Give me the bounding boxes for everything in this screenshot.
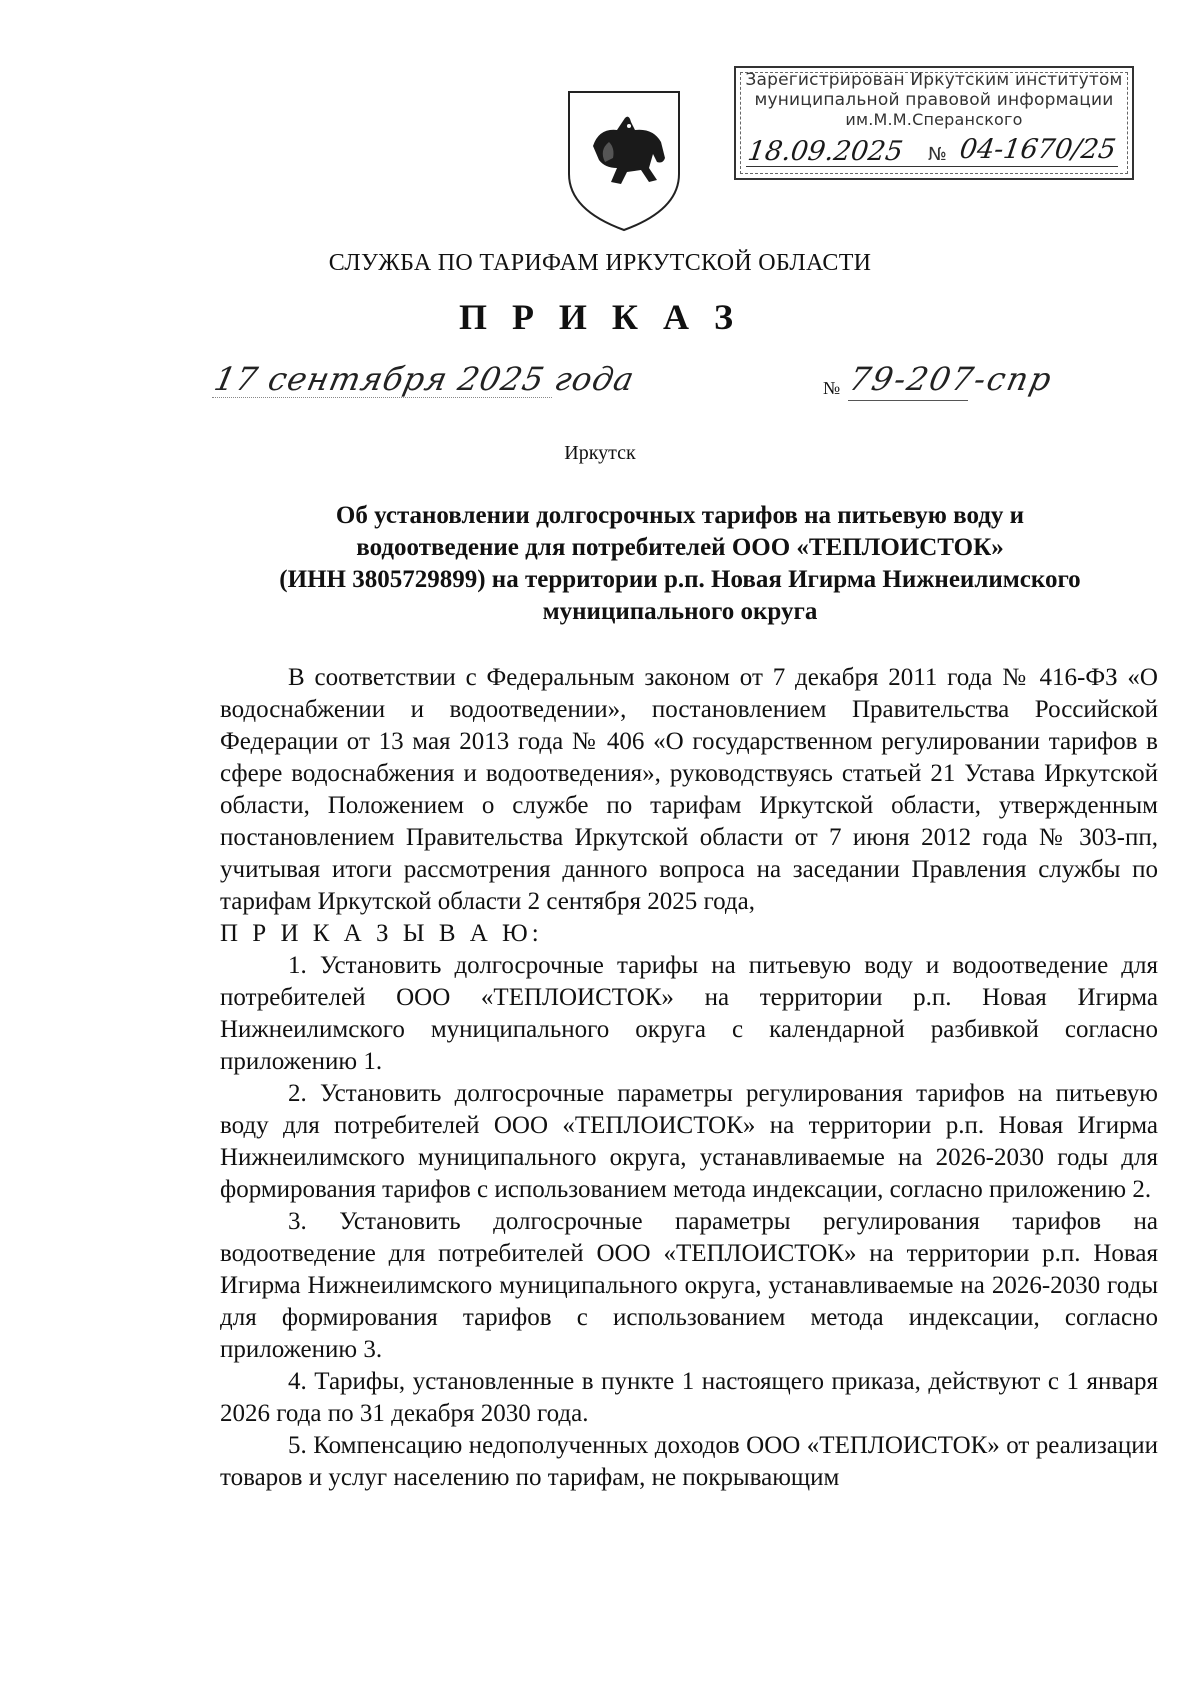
order-item-2: 2. Установить долгосрочные параметры регулирования тарифов на питьевую воду для потребителей ООО «ТЕПЛОИСТОК» на территории р.п. Новая Игирма Нижнеилимского муниципального округа, устанавливаемые на 2026-2030 годы для формирования тарифов с использованием метода индексации, согласно приложению 2. [220, 1080, 1158, 1203]
stamp-line-2: муниципальной правовой информации [754, 90, 1114, 110]
stamp-line-1: Зарегистрирован Иркутским институтом [745, 70, 1123, 90]
registration-stamp [734, 66, 1134, 180]
order-item-4: 4. Тарифы, установленные в пункте 1 настоящего приказа, действуют с 1 января 2026 года по 31 декабря 2030 года. [220, 1368, 1158, 1427]
title-line-1: Об установлении долгосрочных тарифов на питьевую воду и [335, 502, 1025, 529]
order-word: П Р И К А З Ы В А Ю: [220, 920, 543, 947]
document-body [220, 662, 1158, 1494]
order-item-5: 5. Компенсацию недополученных доходов ООО «ТЕПЛОИСТОК» от реализации товаров и услуг населению по тарифам, не покрывающим [220, 1432, 1158, 1491]
order-date: 17 сентября 2025 года [210, 360, 639, 398]
coat-of-arms-icon [565, 88, 683, 233]
preamble-paragraph: В соответствии с Федеральным законом от 7 декабря 2011 года № 416-ФЗ «О водоснабжении и водоотведении», постановлением Правительства Российской Федерации от 13 мая 2013 года № 406 «О государственном регулировании тарифов в сфере водоснабжения и водоотведения», руководствуясь статьей 21 Устава Иркутской области, Положением о службе по тарифам Иркутской области, утвержденным постановлением Правительства Иркутской области от 7 июня 2012 года № 303-пп, учитывая итоги рассмотрения данного вопроса на заседании Правления службы по тарифам Иркутской области 2 сентября 2025 года, [220, 664, 1158, 915]
stamp-line-3: им.М.М.Сперанского [845, 110, 1023, 129]
stamp-registration-number: 04-1670/25 [957, 134, 1118, 165]
order-item-3: 3. Установить долгосрочные параметры регулирования тарифов на водоотведение для потребителей ООО «ТЕПЛОИСТОК» на территории р.п. Новая Игирма Нижнеилимского муниципального округа, устанавливаемые на 2026-2030 годы для формирования тарифов с использованием метода индексации, согласно приложению 3. [220, 1208, 1158, 1363]
stamp-number-label: № [928, 144, 947, 165]
agency-name: СЛУЖБА ПО ТАРИФАМ ИРКУТСКОЙ ОБЛАСТИ [328, 250, 872, 276]
order-number-label: № [823, 378, 841, 398]
document-title [220, 500, 1140, 628]
city: Иркутск [564, 442, 636, 464]
title-line-2: водоотведение для потребителей ООО «ТЕПЛОИСТОК» [356, 534, 1004, 561]
order-number: 79-207-спр [845, 360, 1057, 398]
order-item-1: 1. Установить долгосрочные тарифы на питьевую воду и водоотведение для потребителей ООО «ТЕПЛОИСТОК» на территории р.п. Новая Игирма Нижнеилимского муниципального округа с календарной разбивкой согласно приложению 1. [220, 952, 1158, 1075]
title-line-4: муниципального округа [542, 598, 818, 625]
title-line-3: (ИНН 3805729899) на территории р.п. Новая Игирма Нижнеилимского [279, 566, 1081, 593]
stamp-date: 18.09.2025 [745, 136, 905, 167]
document-type: П Р И К А З [458, 297, 742, 337]
